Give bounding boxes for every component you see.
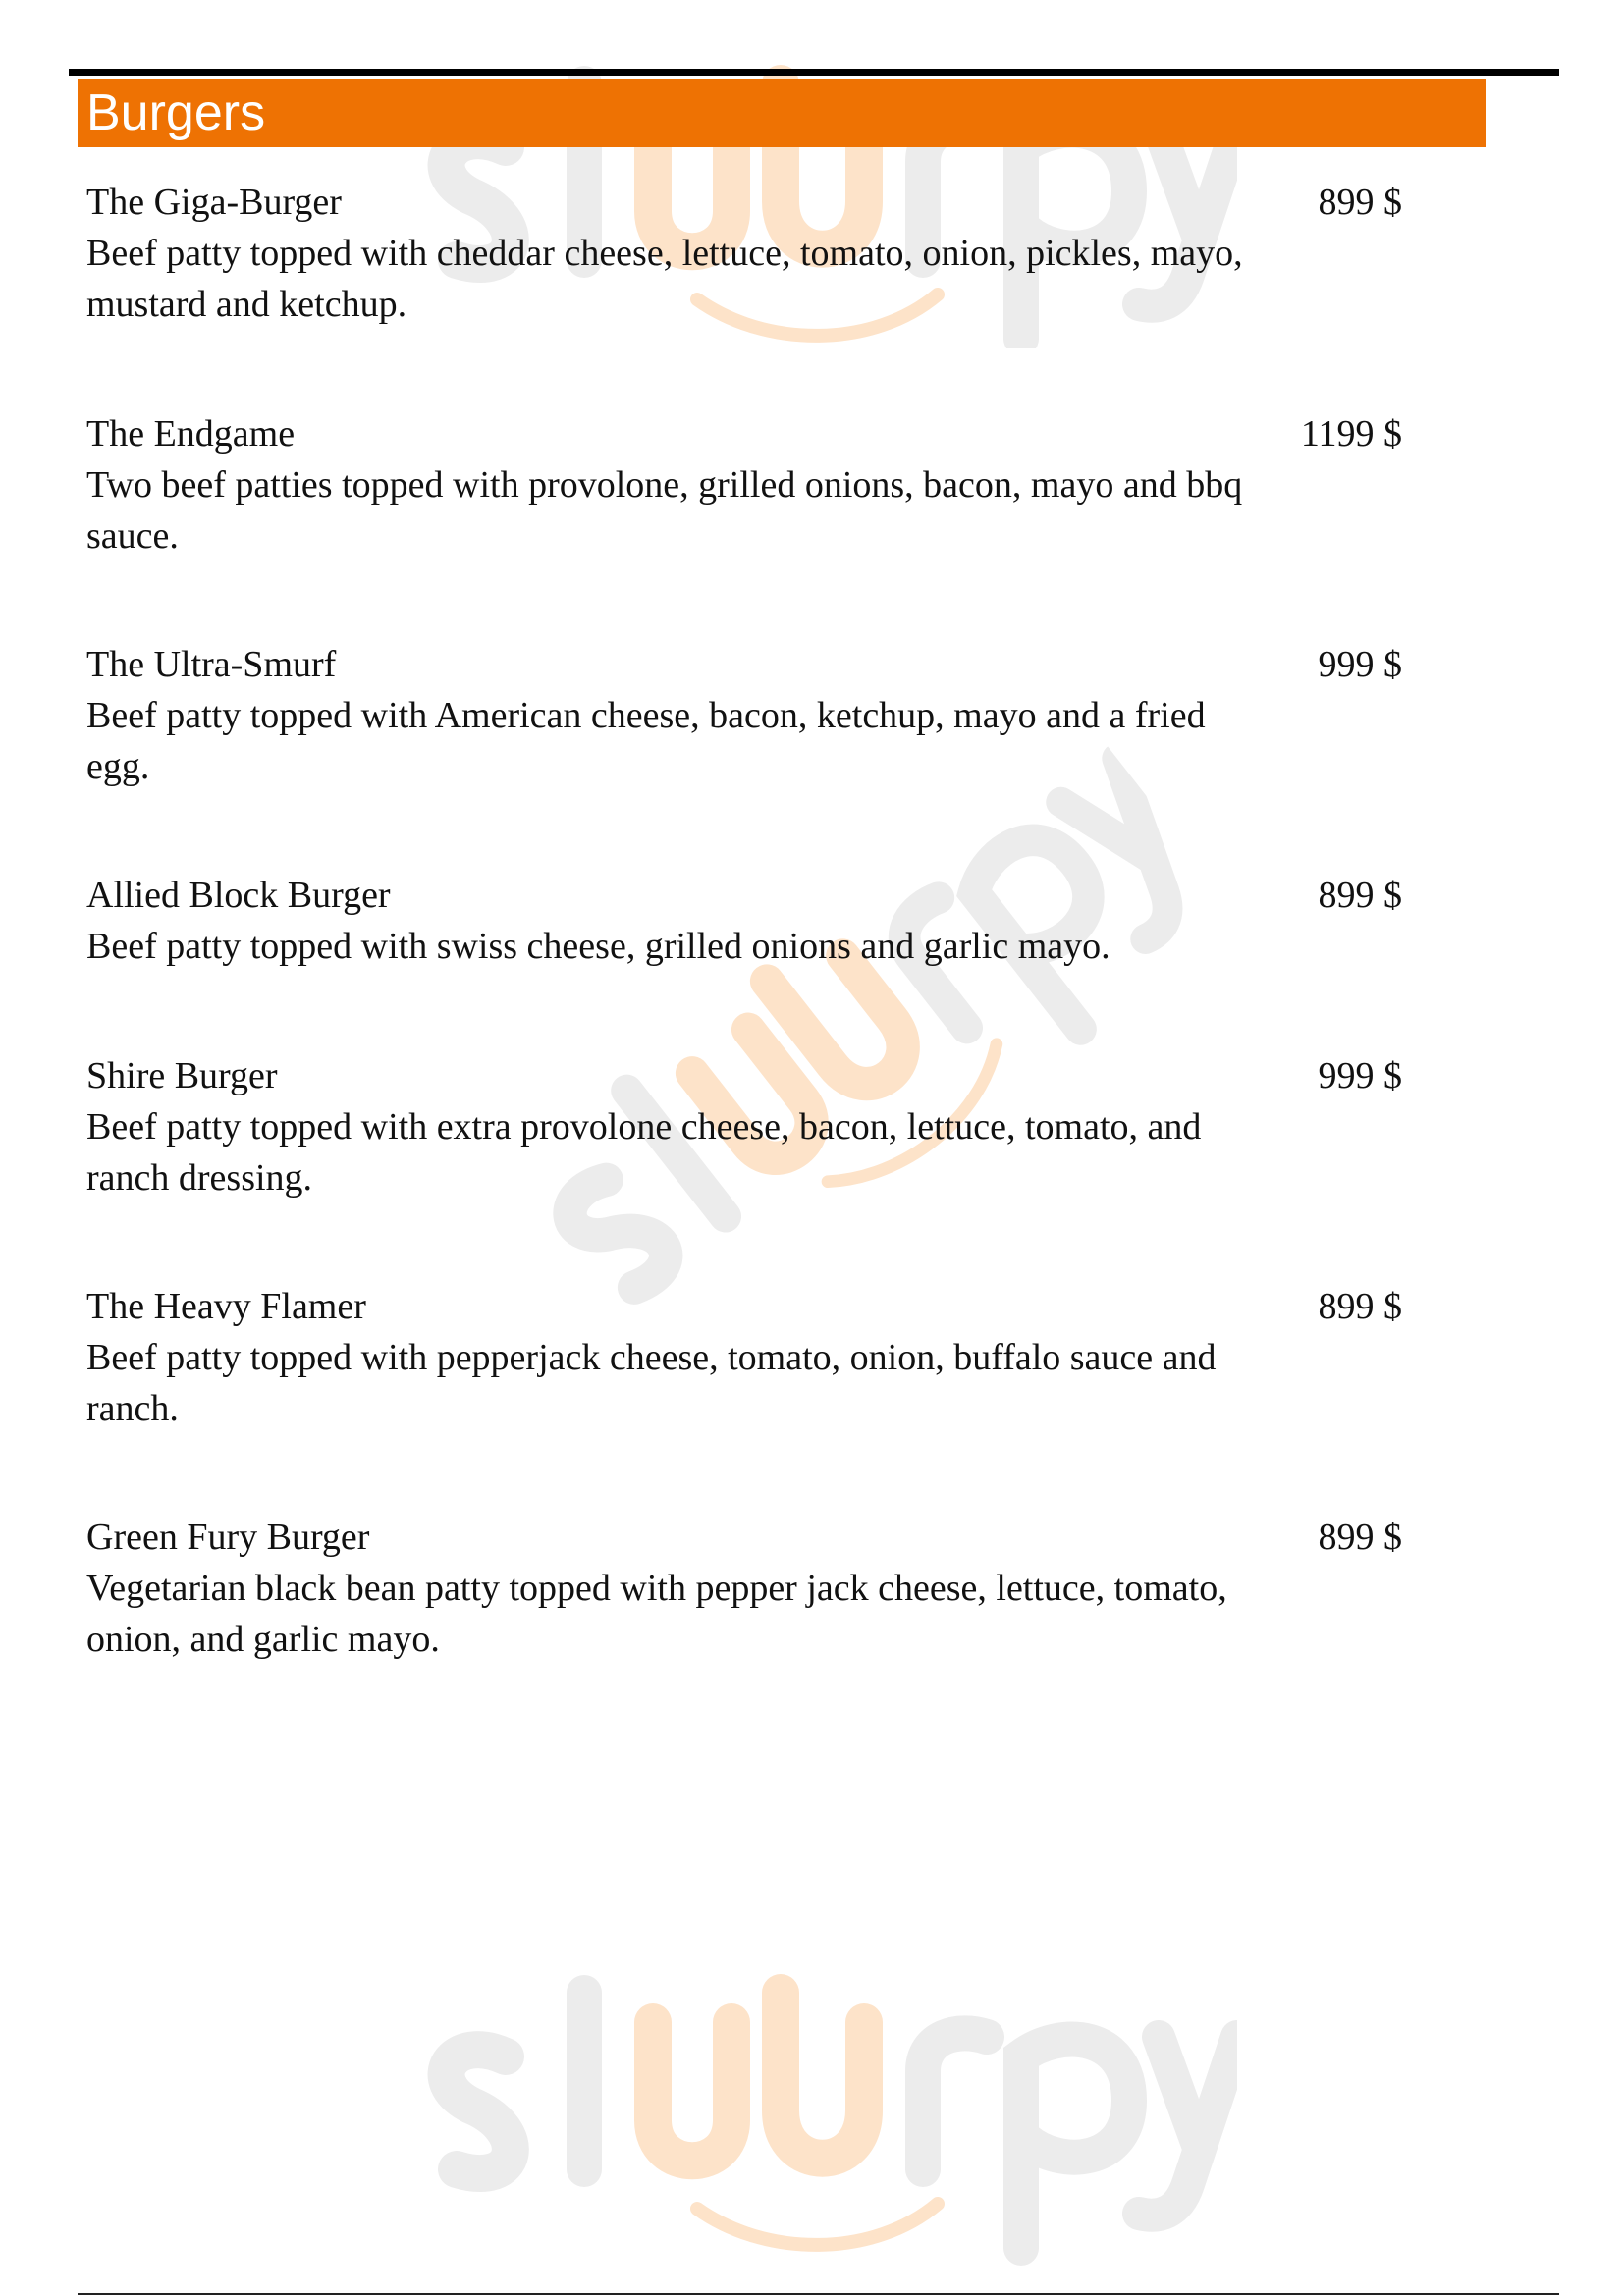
menu-item [86, 177, 1402, 330]
menu-item [86, 1281, 1402, 1434]
item-name: Allied Block Burger [86, 875, 391, 916]
item-price: 999 $ [1318, 1055, 1402, 1096]
item-name: The Heavy Flamer [86, 1286, 366, 1327]
item-name: The Ultra-Smurf [86, 644, 337, 685]
menu-item [86, 1050, 1402, 1203]
menu-item [86, 408, 1402, 561]
item-price: 899 $ [1318, 182, 1402, 223]
item-description: Beef patty topped with pepperjack cheese, tomato, onion, buffalo sauce and ranch. [86, 1337, 1217, 1429]
section-title: Burgers [86, 84, 266, 141]
menu-item [86, 639, 1402, 792]
item-description: Vegetarian black bean patty topped with pepper jack cheese, lettuce, tomato, onion, and garlic mayo. [86, 1568, 1227, 1660]
item-name: The Endgame [86, 413, 296, 454]
item-description: Beef patty topped with extra provolone cheese, bacon, lettuce, tomato, and ranch dressing. [86, 1106, 1202, 1199]
slurpy-watermark-logo [412, 1953, 1237, 2268]
top-divider [69, 69, 1559, 76]
item-name: Shire Burger [86, 1055, 278, 1096]
item-description: Beef patty topped with swiss cheese, grilled onions and garlic mayo. [86, 926, 1110, 967]
item-name: The Giga-Burger [86, 182, 342, 223]
item-price: 1199 $ [1300, 413, 1402, 454]
item-description: Two beef patties topped with provolone, grilled onions, bacon, mayo and bbq sauce. [86, 464, 1243, 557]
item-name: Green Fury Burger [86, 1517, 370, 1558]
item-description: Beef patty topped with cheddar cheese, lettuce, tomato, onion, pickles, mayo, mustard and ketchup. [86, 233, 1243, 325]
item-price: 899 $ [1318, 1517, 1402, 1558]
item-price: 899 $ [1318, 1286, 1402, 1327]
section-header-burgers [78, 79, 1486, 147]
menu-item [86, 1512, 1402, 1665]
menu-item [86, 870, 1402, 972]
item-description: Beef patty topped with American cheese, bacon, ketchup, mayo and a fried egg. [86, 695, 1206, 787]
item-price: 999 $ [1318, 644, 1402, 685]
bottom-divider [78, 2293, 1559, 2295]
item-price: 899 $ [1318, 875, 1402, 916]
